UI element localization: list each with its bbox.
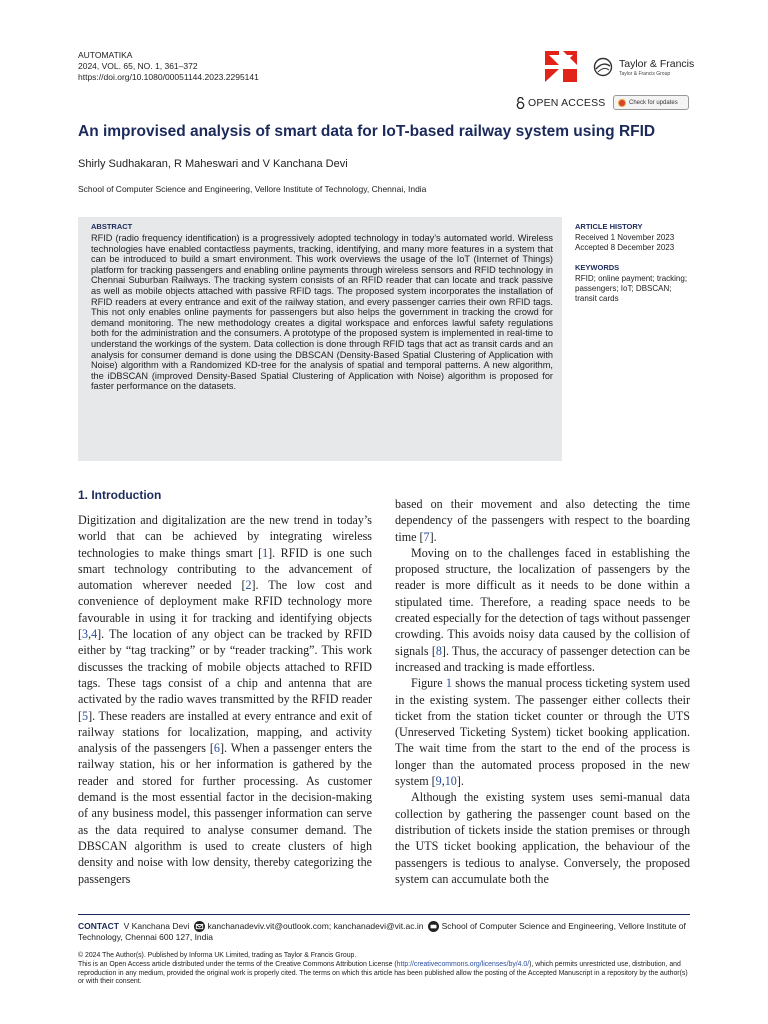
text-run: ]. Thus, the accuracy of passenger detection can be increased and tracking is made effortless. <box>395 643 690 674</box>
journal-name: AUTOMATIKA <box>78 50 133 60</box>
received-date: Received 1 November 2023 <box>575 233 675 242</box>
text-run: ]. The location of any object can be tracked by RFID either by “tag tracking” or by “reader tracking”. This work discusses the tracking of mobile objects attached to RFID tags. These tags consist of a chip and antenna that are activated by the radio waves transmitted by the RFID reader [ <box>78 627 372 723</box>
intro-paragraph-2 <box>395 545 690 675</box>
contact-divider <box>78 914 690 915</box>
citation-link[interactable]: 5 <box>82 708 89 723</box>
keywords-heading: KEYWORDS <box>575 263 620 272</box>
body-left-column <box>78 512 372 887</box>
article-title: An improvised analysis of smart data for IoT-based railway system using RFID <box>78 123 656 140</box>
citation-link[interactable]: 10 <box>444 774 457 789</box>
text-run: ]. The low cost and convenience of deployment make RFID technology more favourable in using it for tracking and identifying objects [ <box>78 578 372 642</box>
citation-link[interactable]: 8 <box>435 643 442 658</box>
text-run: ), which permits unrestricted use, distribution, and reproduction in any medium, provided the original work is properly cited. The terms on which this article has been published allow the posting of the Accepted Manuscript in a repository by the author(s) or with their consent. <box>78 960 688 986</box>
journal-info <box>78 50 259 83</box>
abstract-heading: ABSTRACT <box>91 222 133 231</box>
publisher-group: Taylor & Francis Group <box>619 71 671 77</box>
text-run: ]. <box>429 529 437 544</box>
citation-link[interactable]: 7 <box>423 529 430 544</box>
open-access-badge <box>516 97 605 109</box>
section-heading-introduction: 1. Introduction <box>78 488 162 502</box>
intro-paragraph-1 <box>78 512 372 887</box>
text-run: , <box>441 774 445 789</box>
accepted-date: Accepted 8 December 2023 <box>575 243 675 252</box>
citation-link[interactable]: 6 <box>213 741 220 756</box>
text-run: ]. RFID is one such smart technology contributing to the advancement of automation wherever needed [ <box>78 545 372 593</box>
text-run: based on their movement and also detecting the time dependency of the passengers with respect to the boarding time [ <box>395 497 690 544</box>
check-updates-label: Check for updates <box>629 99 678 106</box>
license-footer <box>78 952 690 987</box>
intro-paragraph-3 <box>395 675 690 789</box>
contact-block <box>78 921 690 943</box>
contact-emails[interactable]: kanchanadeviv.vit@outlook.com; kanchanadevi@vit.ac.in <box>207 921 424 931</box>
check-updates-button[interactable] <box>613 95 689 110</box>
journal-doi[interactable]: https://doi.org/10.1080/00051144.2023.2295141 <box>78 72 259 82</box>
open-access-label: OPEN ACCESS <box>528 97 606 109</box>
article-history-heading: ARTICLE HISTORY <box>575 222 643 231</box>
text-run: shows the manual process ticketing system used in the existing system. The passenger either collects their ticket from the station ticket counter or through the UTS (Unreserved Ticketing System) ticket booking application. The wait time from the start to the end of the process is longer than the automated process proposed in the new system [ <box>395 676 691 789</box>
citation-link[interactable]: 1 <box>262 545 269 560</box>
license-text <box>78 961 690 987</box>
body-right-column <box>395 496 690 887</box>
citation-link[interactable]: 9 <box>435 774 442 789</box>
license-link[interactable]: http://creativecommons.org/licenses/by/4.0/ <box>396 960 530 968</box>
text-run: ]. When a passenger enters the railway station, his or her information is gathered by the reader and stored for further processing. As customer demand is the most essential factor in the decision-making of any business model, this passenger information can serve as the data required to analyse consumer demand. The DBSCAN algorithm is used to create clusters of high density and noise with low density, thereby categorizing the passengers <box>78 741 372 886</box>
article-affiliation: School of Computer Science and Engineering, Vellore Institute of Technology, Chennai, India <box>78 184 427 194</box>
globe-icon <box>593 57 613 77</box>
text-run: ]. These readers are installed at every entrance and exit of railway stations for localization, mapping, and activity analysis of the passengers [ <box>78 708 372 756</box>
email-icon <box>194 921 205 932</box>
citation-link[interactable]: 3 <box>82 627 89 642</box>
intro-paragraph-4: Although the existing system uses semi-manual data collection by gathering the passenger count based on the distribution of tickets inside the station premises or through the UTS ticket booking application, the behaviour of the passengers is tedious to analyse. Conversely, the proposed system can accumulate both the <box>395 790 690 886</box>
contact-name: V Kanchana Devi <box>123 921 190 931</box>
contact-address: School of Computer Science and Engineering, Vellore Institute of Technology, Chennai 600 127, India <box>78 921 686 943</box>
intro-paragraph-continued <box>395 496 690 545</box>
contact-label: CONTACT <box>78 921 119 931</box>
citation-link[interactable]: 4 <box>91 627 98 642</box>
text-run: This is an Open Access article distributed under the terms of the Creative Commons Attribution License ( <box>78 960 397 968</box>
publisher-logo[interactable] <box>543 49 693 83</box>
text-run: Figure <box>411 676 446 691</box>
open-lock-icon <box>516 97 525 109</box>
check-updates-icon <box>618 99 626 107</box>
abstract-text: RFID (radio frequency identification) is a progressively adopted technology in today’s automated world. Wireless technologies have enabled contactless payments, tracking, identifying, and many more features in a system that can be introduced to build a smart environment. This work overviews the usage of the IoT (Internet of Things) platform for tracking passengers and enabling online payments through wireless sensors and RFID technology in Chennai Suburban Railways. The tracking system consists of an RFID reader that can locate and track passive as well as mobile objects attached with passive RFID tags. The proposed system incorporates the installation of RFID readers at every entrance and exit of the railway station, and every passenger carries their own RFID tags. This not only enables online payments for passengers but also helps the government in tracking the crowd for demand monitoring. The new methodology creates a digital workspace and enforces lawful safety regulations both for the administration and the consumers. A prototype of the proposed system is implemented in real-time to understand the workings of the system. Data collection is done through RFID tags that act as transit cards and an analysis for consumer demand is done using the DBSCAN (Density-Based Spatial Clustering of Application with Noise) algorithm with a Randomized KD-tree for the analysis of spatial and temporal patterns. A new algorithm, the iDBSCAN (improved Density-Based Spatial Clustering of Application with Noise) algorithm is proposed for faster performance on the datasets. <box>91 233 553 392</box>
text-run: Moving on to the challenges faced in establishing the proposed structure, the localization of passengers by the reader is more difficult as it needs to be done within a stipulated time. Therefore, a reading space needs to be created especially for the detection of tags without passenger crowding. This avoids noisy data caused by the collision of signals [ <box>395 545 690 658</box>
publisher-name: Taylor & Francis <box>619 58 695 70</box>
figure-link[interactable]: 1 <box>445 676 452 691</box>
journal-volume: 2024, VOL. 65, NO. 1, 361–372 <box>78 61 198 71</box>
article-history <box>575 233 674 253</box>
text-run: ]. <box>456 774 464 789</box>
text-run: Digitization and digitalization are the new trend in today’s world that can be achieved by integrating wireless technologies to make things smart [ <box>78 513 372 560</box>
text-run: , <box>88 627 92 642</box>
copyright-line: © 2024 The Author(s). Published by Informa UK Limited, trading as Taylor & Francis Group. <box>78 952 357 959</box>
taylor-francis-logo-icon <box>543 49 579 83</box>
address-icon <box>428 921 439 932</box>
keywords-text: RFID; online payment; tracking; passengers; IoT; DBSCAN; transit cards <box>575 274 688 303</box>
article-authors: Shirly Sudhakaran, R Maheswari and V Kanchana Devi <box>78 158 348 170</box>
citation-link[interactable]: 2 <box>245 578 252 593</box>
